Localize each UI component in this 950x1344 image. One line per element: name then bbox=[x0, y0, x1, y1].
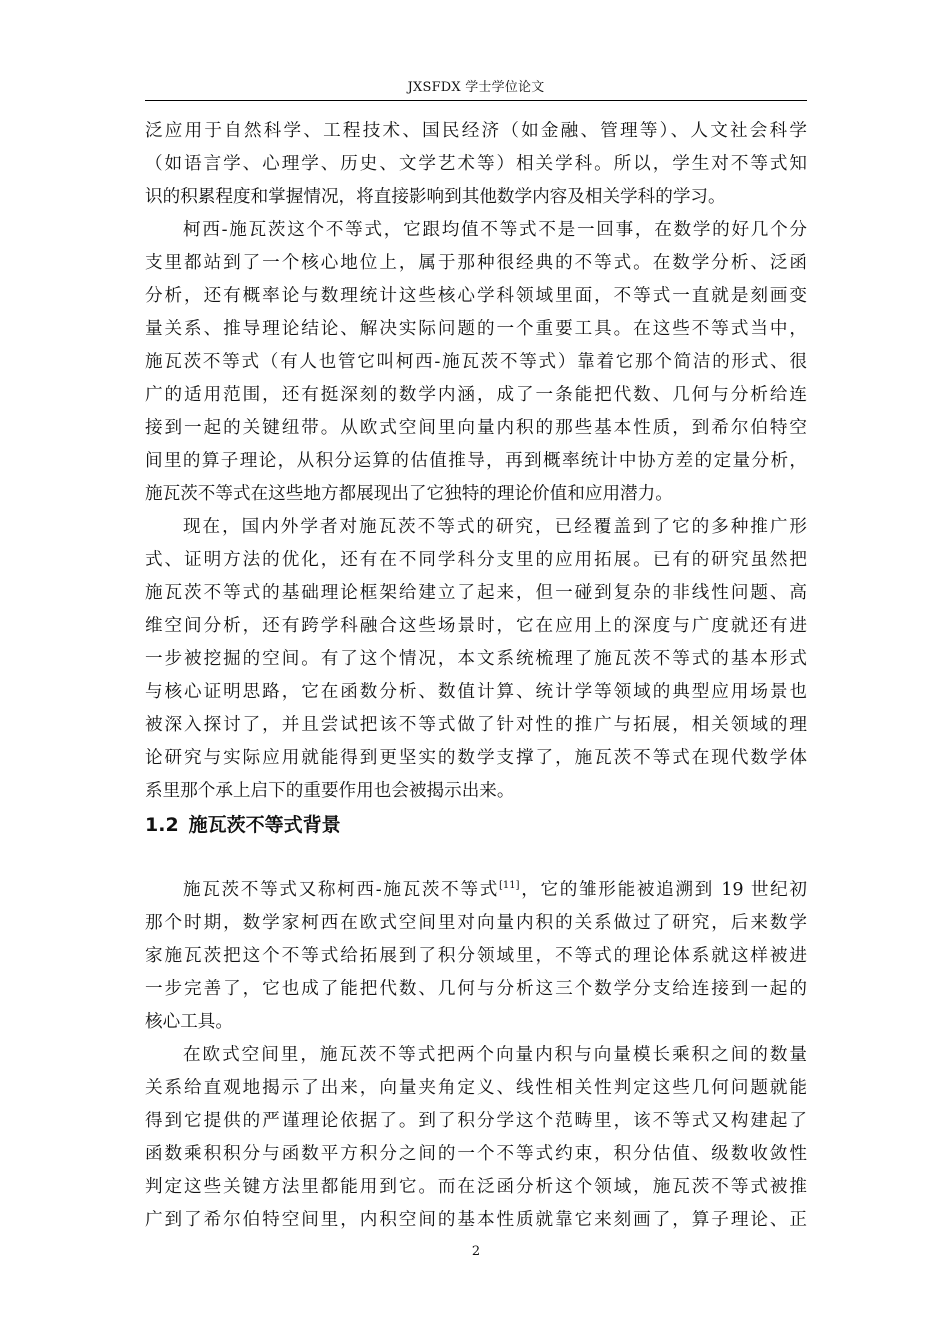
paragraph-line: 家施瓦茨把这个不等式给拓展到了积分领域里，不等式的理论体系就这样被进 bbox=[145, 946, 807, 966]
paragraph-line: 一步完善了，它也成了能把代数、几何与分析这三个数学分支给连接到一起的 bbox=[145, 979, 807, 999]
paragraph-line: 广到了希尔伯特空间里，内积空间的基本性质就靠它来刻画了，算子理论、正 bbox=[145, 1210, 807, 1230]
paragraph-line: 接到一起的关键纽带。从欧式空间里向量内积的那些基本性质，到希尔伯特空 bbox=[145, 418, 807, 438]
citation-text: 施瓦茨不等式又称柯西-施瓦茨不等式 bbox=[183, 880, 499, 900]
paragraph-line: 在欧式空间里，施瓦茨不等式把两个向量内积与向量模长乘积之间的数量 bbox=[183, 1045, 807, 1065]
paragraph-line: 量关系、推导理论结论、解决实际问题的一个重要工具。在这些不等式当中， bbox=[145, 319, 807, 339]
paragraph-line: 核心工具。 bbox=[145, 1012, 233, 1032]
paragraph-line: 广的适用范围，还有挺深刻的数学内涵，成了一条能把代数、几何与分析给连 bbox=[145, 385, 807, 405]
section-title: 施瓦茨不等式背景 bbox=[188, 814, 341, 836]
paragraph-line: 关系给直观地揭示了出来，向量夹角定义、线性相关性判定这些几何问题就能 bbox=[145, 1078, 807, 1098]
paragraph-line: 现在，国内外学者对施瓦茨不等式的研究，已经覆盖到了它的多种推广形 bbox=[183, 517, 807, 537]
paragraph-line: 支里都站到了一个核心地位上，属于那种很经典的不等式。在数学分析、泛函 bbox=[145, 253, 807, 273]
section-number: 1.2 bbox=[145, 814, 179, 836]
paragraph-line: 函数乘积积分与函数平方积分之间的一个不等式约束，积分估值、级数收敛性 bbox=[145, 1144, 807, 1164]
paragraph-line: 施瓦茨不等式在这些地方都展现出了它独特的理论价值和应用潜力。 bbox=[145, 484, 673, 504]
paragraph-line bbox=[183, 878, 807, 902]
paragraph-line: 系里那个承上启下的重要作用也会被揭示出来。 bbox=[145, 781, 515, 801]
paragraph-line: 分析，还有概率论与数理统计这些核心学科领域里面，不等式一直就是刻画变 bbox=[145, 286, 807, 306]
section-heading bbox=[145, 811, 807, 839]
paragraph-line: 识的积累程度和掌握情况，将直接影响到其他数学内容及相关学科的学习。 bbox=[145, 187, 726, 207]
paragraph-line: 被深入探讨了，并且尝试把该不等式做了针对性的推广与拓展，相关领域的理 bbox=[145, 715, 807, 735]
paragraph-line: 论研究与实际应用就能得到更坚实的数学支撑了，施瓦茨不等式在现代数学体 bbox=[145, 748, 807, 768]
citation-text-continued: ，它的雏形能被追溯到 19 世纪初 bbox=[519, 880, 807, 900]
paragraph-line: （如语言学、心理学、历史、文学艺术等）相关学科。所以，学生对不等式知 bbox=[145, 154, 807, 174]
citation-reference: [11] bbox=[499, 880, 520, 891]
paragraph-line: 间里的算子理论，从积分运算的估值推导，再到概率统计中协方差的定量分析， bbox=[145, 451, 807, 471]
paragraph-line: 判定这些关键方法里都能用到它。而在泛函分析这个领域，施瓦茨不等式被推 bbox=[145, 1177, 807, 1197]
paragraph-line: 施瓦茨不等式（有人也管它叫柯西-施瓦茨不等式）靠着它那个简洁的形式、很 bbox=[145, 352, 807, 372]
paragraph-line: 得到它提供的严谨理论依据了。到了积分学这个范畴里，该不等式又构建起了 bbox=[145, 1111, 807, 1131]
page-number: 2 bbox=[471, 1244, 481, 1259]
paragraph-line: 一步被挖掘的空间。有了这个情况，本文系统梳理了施瓦茨不等式的基本形式 bbox=[145, 649, 807, 669]
paragraph-line: 式、证明方法的优化，还有在不同学科分支里的应用拓展。已有的研究虽然把 bbox=[145, 550, 807, 570]
paragraph-line: 维空间分析，还有跨学科融合这些场景时，它在应用上的深度与广度就还有进 bbox=[145, 616, 807, 636]
header-divider bbox=[145, 100, 807, 101]
paragraph-line: 与核心证明思路，它在函数分析、数值计算、统计学等领域的典型应用场景也 bbox=[145, 682, 807, 702]
running-header: JXSFDX 学士学位论文 bbox=[407, 80, 545, 95]
paragraph-line: 泛应用于自然科学、工程技术、国民经济（如金融、管理等）、人文社会科学 bbox=[145, 121, 807, 141]
paragraph-line: 那个时期，数学家柯西在欧式空间里对向量内积的关系做过了研究，后来数学 bbox=[145, 913, 807, 933]
paragraph-line: 柯西-施瓦茨这个不等式，它跟均值不等式不是一回事，在数学的好几个分 bbox=[183, 220, 807, 240]
paragraph-line: 施瓦茨不等式的基础理论框架给建立了起来，但一碰到复杂的非线性问题、高 bbox=[145, 583, 807, 603]
